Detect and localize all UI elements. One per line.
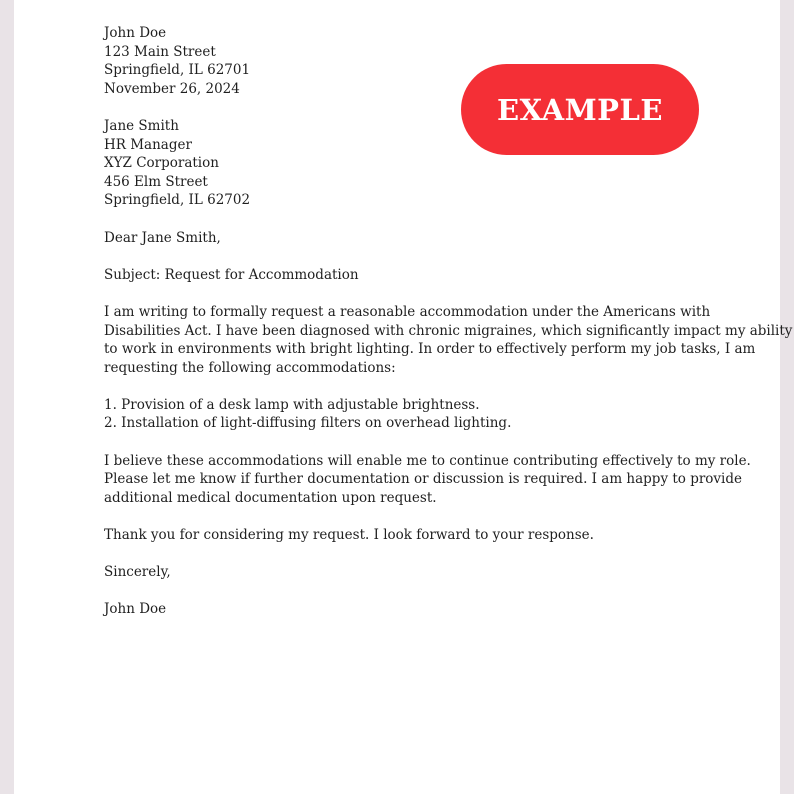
body-paragraph-3 [104,526,704,545]
letter-page [14,0,793,794]
sender-street: 123 Main Street [104,43,216,60]
signature: John Doe [104,601,167,618]
body-paragraph-1 [104,303,793,377]
closing: Sincerely, [104,564,171,581]
paragraph-line: Thank you for considering my request. I look forward to your response. [104,527,594,544]
salutation: Dear Jane Smith, [104,229,221,246]
recipient-city: Springfield, IL 62702 [104,192,251,209]
paragraph-line: to work in environments with bright lighting. In order to effectively perform my job tasks, I am [104,341,756,358]
subject-line: Subject: Request for Accommodation [104,266,359,283]
paragraph-line: requesting the following accommodations: [104,359,396,376]
paragraph-line: I am writing to formally request a reasonable accommodation under the Americans with [104,303,711,320]
list-item: 1. Provision of a desk lamp with adjustable brightness. [104,396,480,413]
recipient-title: HR Manager [104,136,192,153]
sender-block [104,24,704,98]
recipient-company: XYZ Corporation [104,155,219,172]
paragraph-line: I believe these accommodations will enable me to continue contributing effectively to my role. [104,452,751,469]
recipient-block [104,117,704,210]
recipient-street: 456 Elm Street [104,173,208,190]
accommodation-list [104,396,704,433]
recipient-name: Jane Smith [104,117,179,134]
paragraph-line: Disabilities Act. I have been diagnosed with chronic migraines, which significantly impact my ability [104,322,793,339]
paragraph-line: Please let me know if further documentation or discussion is required. I am happy to provide [104,471,743,488]
sender-name: John Doe [104,25,167,41]
sender-city: Springfield, IL 62701 [104,62,251,79]
example-stamp-label: EXAMPLE [497,92,663,127]
paragraph-line: additional medical documentation upon request. [104,489,437,506]
letter-date: November 26, 2024 [104,80,240,97]
list-item: 2. Installation of light-diffusing filters on overhead lighting. [104,415,512,432]
body-paragraph-2 [104,452,751,508]
letter-body [104,24,793,619]
